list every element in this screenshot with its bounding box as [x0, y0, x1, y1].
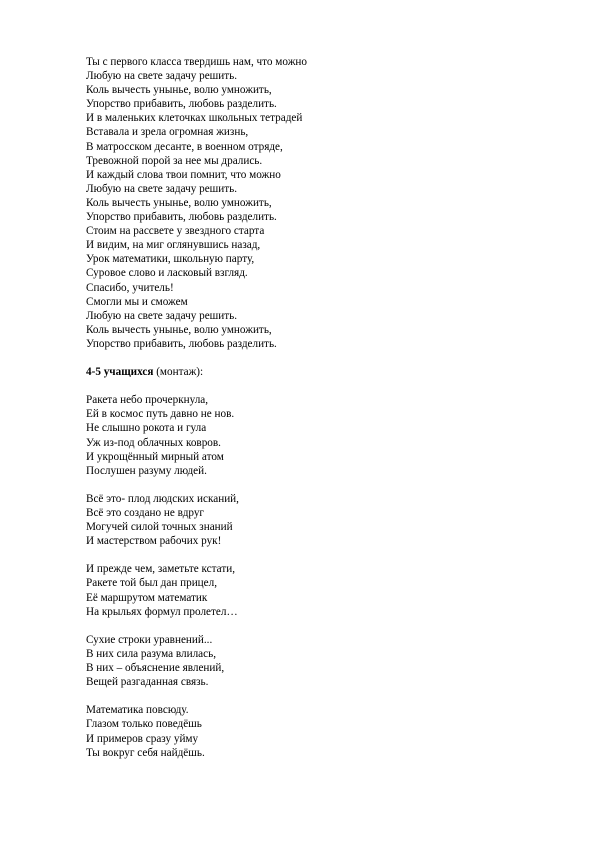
blank-line: [86, 619, 546, 633]
poem-line: Не слышно рокота и гула: [86, 422, 207, 435]
poem-line: Уж из-под облачных ковров.: [86, 436, 221, 449]
poem-line: Всё это- плод людских исканий,: [86, 492, 239, 505]
poem-line: И примеров сразу уйму: [86, 732, 199, 745]
poem-line: Смогли мы и сможем: [86, 295, 188, 308]
poem-line: Коль вычесть унынье, волю умножить,: [86, 84, 272, 97]
poem-line: Вещей разгаданная связь.: [86, 676, 209, 689]
poem-line: И прежде чем, заметьте кстати,: [86, 563, 236, 576]
poem-line: Суровое слово и ласковый взгляд.: [86, 267, 248, 280]
poem-line: В них сила разума влилась,: [86, 647, 216, 660]
blank-line: [86, 548, 546, 562]
poem-line: На крыльях формул пролетел…: [86, 605, 238, 618]
poem-line: Любую на свете задачу решить.: [86, 309, 238, 322]
blank-line: [86, 379, 546, 393]
poem-stanza: [86, 492, 546, 548]
poem-line: Коль вычесть унынье, волю умножить,: [86, 196, 272, 209]
section-heading: [86, 365, 546, 379]
poem-line: Тревожной порой за нее мы дрались.: [86, 154, 263, 167]
section-heading-rest: (монтаж):: [153, 366, 204, 379]
poem-line: И укрощённый мирный атом: [86, 450, 224, 463]
poem-line: И каждый слова твои помнит, что можно: [86, 168, 281, 181]
section-heading-bold: 4-5 учащихся: [86, 366, 154, 379]
poem-line: Ты вокруг себя найдёшь.: [86, 746, 205, 759]
poem-line: И видим, на миг оглянувшись назад,: [86, 239, 261, 252]
poem-line: В матросском десанте, в военном отряде,: [86, 140, 283, 153]
poem-line: Любую на свете задачу решить.: [86, 70, 238, 83]
blank-line: [86, 351, 546, 365]
poem-line: Ты с первого класса твердишь нам, что можно: [86, 56, 308, 68]
poem-line: Упорство прибавить, любовь разделить.: [86, 211, 277, 224]
poem-line: Упорство прибавить, любовь разделить.: [86, 337, 277, 350]
poem-line: Любую на свете задачу решить.: [86, 182, 238, 195]
poem-line: Урок математики, школьную парту,: [86, 253, 255, 266]
poem-stanza: [86, 703, 546, 759]
document-page: [86, 55, 546, 760]
poem-line: Спасибо, учитель!: [86, 281, 174, 294]
poem-line: И мастерством рабочих рук!: [86, 535, 222, 548]
poem-line: В них – объяснение явлений,: [86, 662, 225, 675]
poem-line: Ей в космос путь давно не нов.: [86, 408, 235, 421]
blank-line: [86, 478, 546, 492]
poem-stanza-song: [86, 55, 546, 351]
poem-line: Сухие строки уравнений...: [86, 633, 213, 646]
poem-line: Послушен разуму людей.: [86, 464, 207, 477]
poem-line: Математика повсюду.: [86, 704, 189, 717]
poem-line: Всё это создано не вдруг: [86, 507, 205, 519]
poem-line: Упорство прибавить, любовь разделить.: [86, 98, 277, 111]
poem-line: И в маленьких клеточках школьных тетрадей: [86, 112, 303, 125]
poem-line: Ракета небо прочеркнула,: [86, 394, 209, 407]
blank-line: [86, 689, 546, 703]
poem-line: Могучей силой точных знаний: [86, 521, 233, 534]
poem-line: Вставала и зрела огромная жизнь,: [86, 126, 249, 139]
poem-stanza: [86, 393, 546, 478]
poem-line: Глазом только поведёшь: [86, 718, 202, 731]
poem-stanza: [86, 562, 546, 618]
poem-line: Ракете той был дан прицел,: [86, 577, 218, 590]
poem-stanza: [86, 633, 546, 689]
poem-line: Коль вычесть унынье, волю умножить,: [86, 323, 272, 336]
poem-line: Стоим на рассвете у звездного старта: [86, 225, 265, 238]
poem-line: Её маршрутом математик: [86, 591, 208, 604]
